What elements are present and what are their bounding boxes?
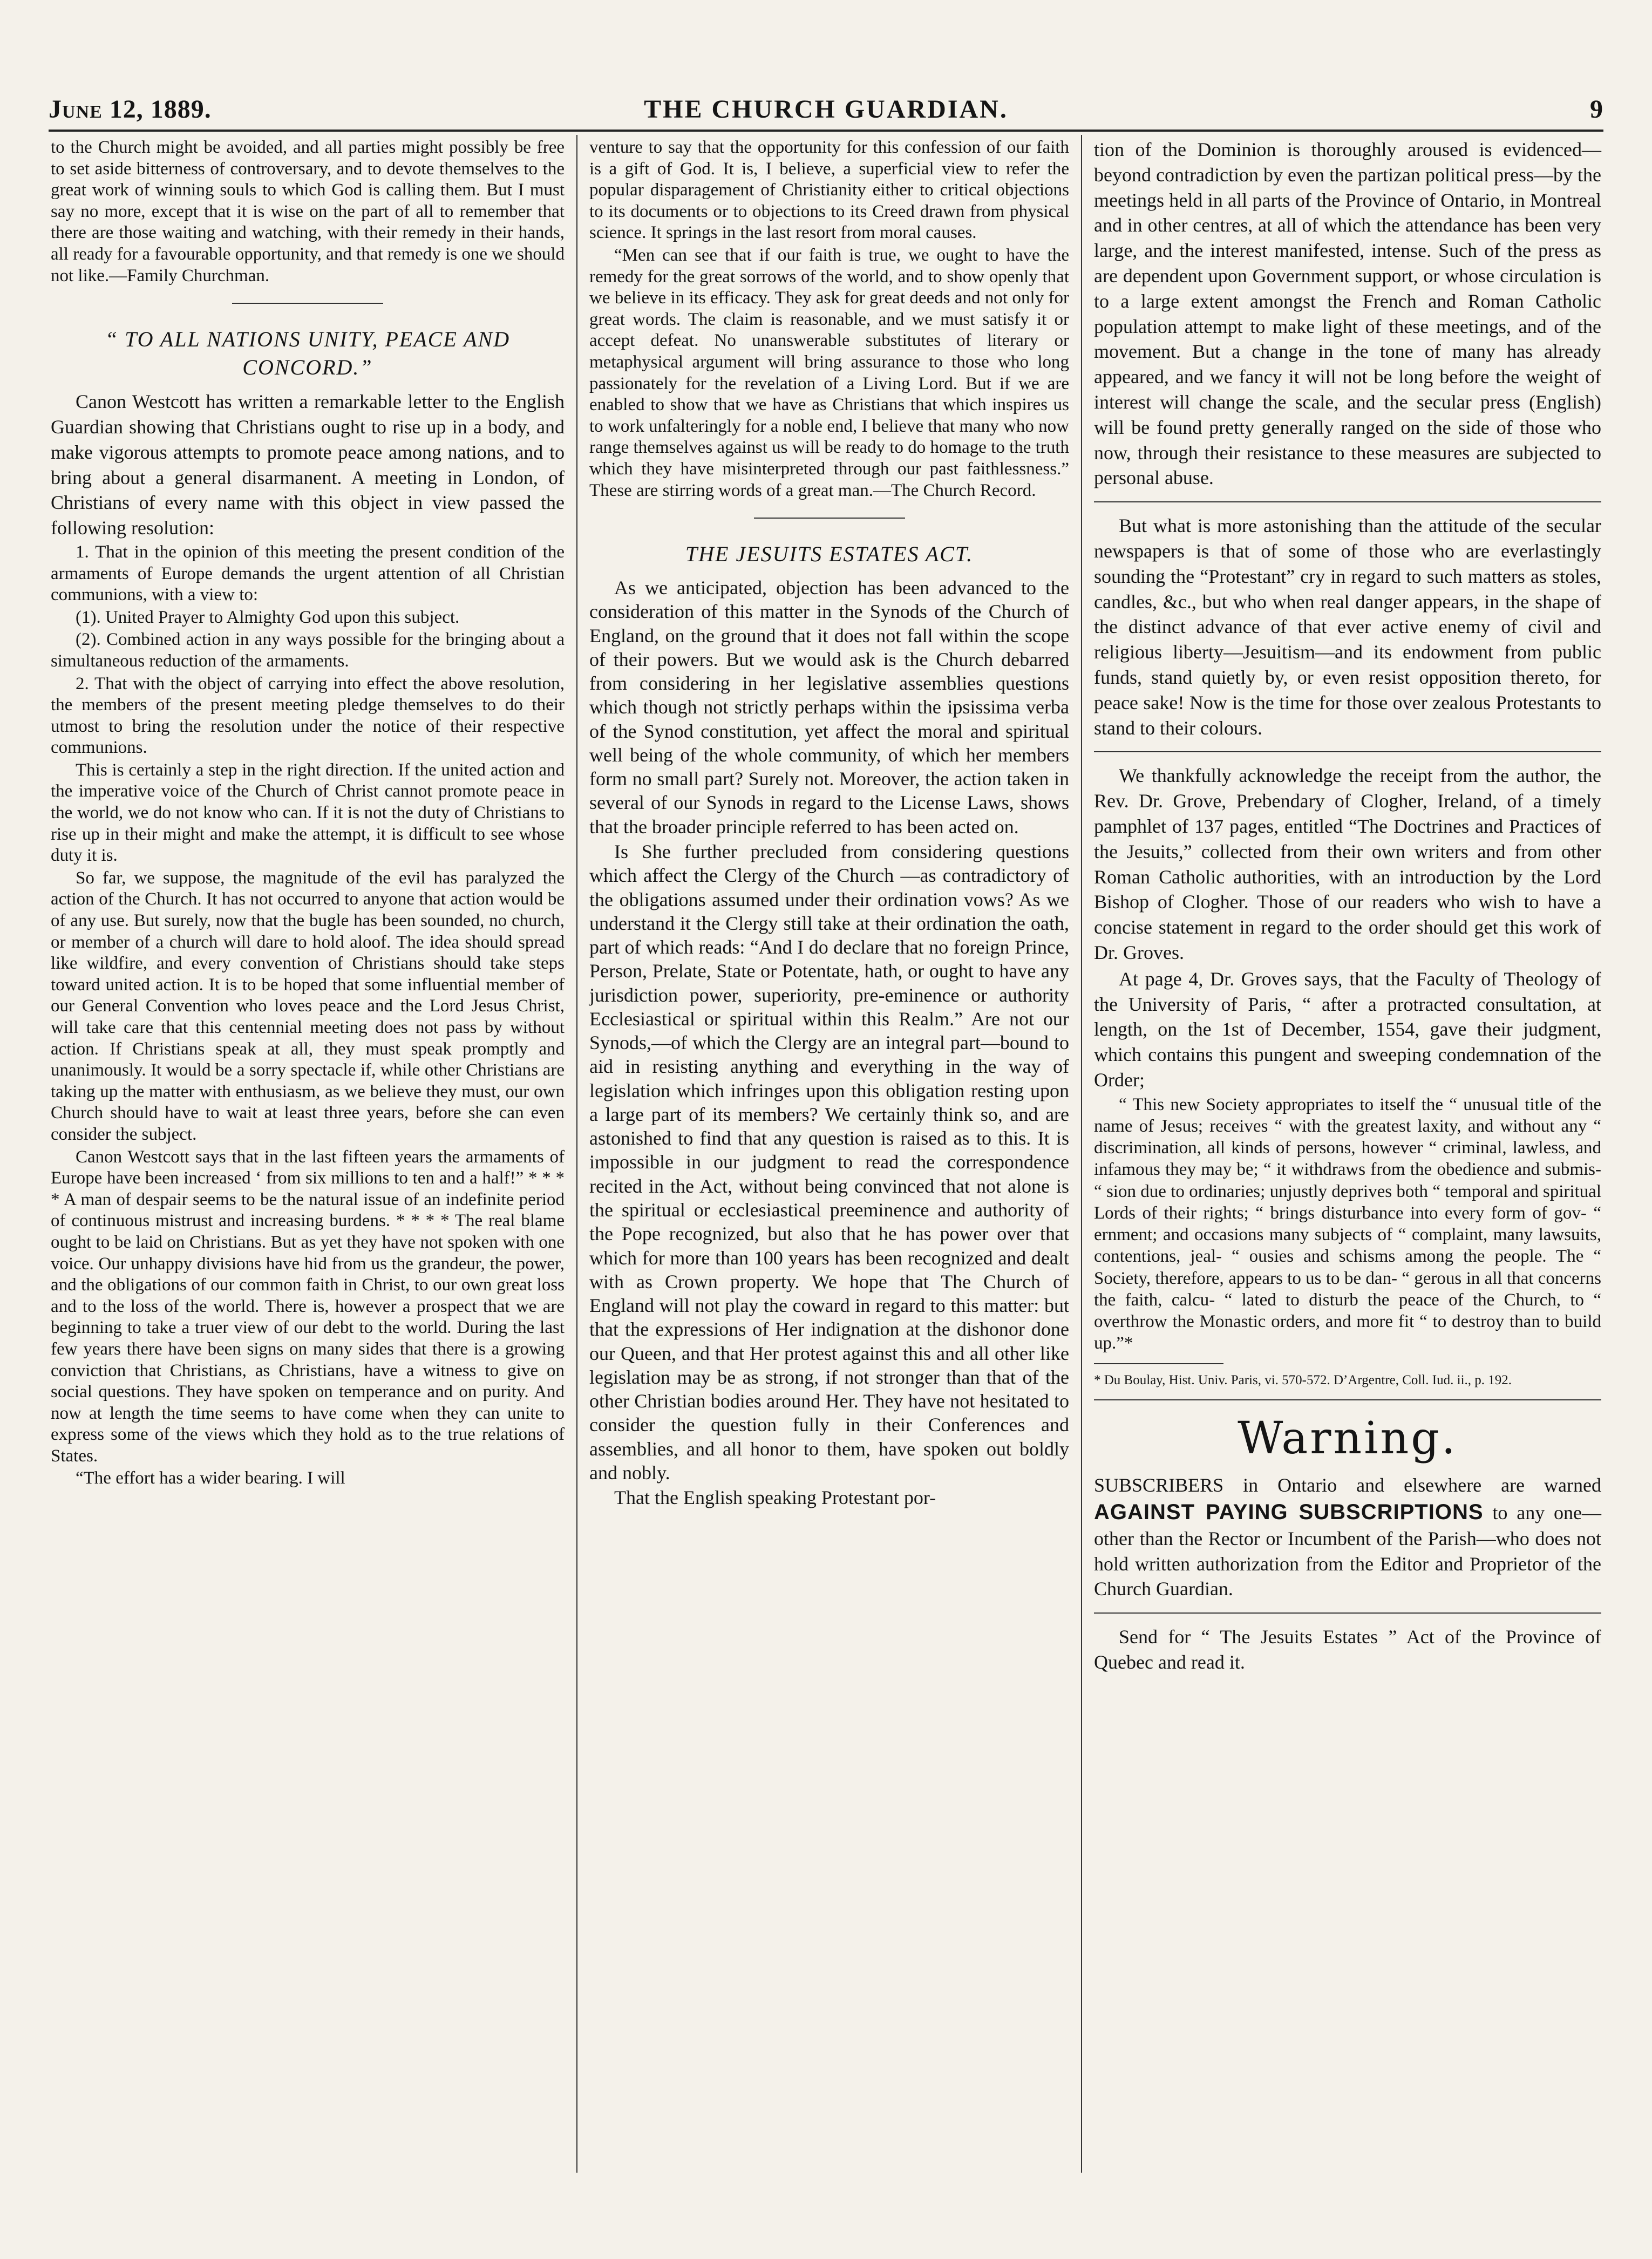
divider	[1094, 1399, 1601, 1400]
warning-text: SUBSCRIBERS in Ontario and elsewhere are warned	[1094, 1474, 1601, 1496]
paragraph: That the English speaking Protestant por-	[614, 1487, 936, 1509]
warning-emphasis: AGAINST PAYING SUBSCRIPTIONS	[1094, 1500, 1484, 1524]
footnote: * Du Boulay, Hist. Univ. Paris, vi. 570-572. D’Argentre, Coll. Iud. ii., p. 192.	[1094, 1372, 1512, 1387]
paragraph: “Men can see that if our faith is true, we ought to have the remedy for the great sorrows of the world, and to show openly that we believe in its efficacy. They ask for great deeds and not only for great words. The claim is reasonable, and we must satisfy it or accept defeat. No unanswerable substitutes of literary or metaphysical argument will bring assurance to those who long passionately for the revelation of a Living Lord. But if we are enabled to show that we have as Christians that which inspires us to work unfalteringly for a noble end, I believe that many who now range themselves against us will be ready to do homage to the truth which they have misinterpreted through our past faithlessness.” These are stirring words of a great man.—The Church Record.	[589, 245, 1069, 500]
newspaper-title: THE CHURCH GUARDIAN.	[644, 95, 1008, 124]
divider	[232, 303, 383, 304]
resolution-item: 2. That with the object of carrying into effect the above resolution, the members of the present meeting pledge themselves to do their utmost to bring the resolution under the notice of their respective communions.	[51, 673, 565, 758]
column-1	[49, 135, 577, 2173]
divider	[1094, 1363, 1223, 1364]
columns	[49, 135, 1603, 2173]
issue-date: June 12, 1889.	[49, 95, 212, 124]
resolution-item: (2). Combined action in any ways possible for the bringing about a simultaneous reduction of the armaments.	[51, 630, 565, 671]
resolution-item: (1). United Prayer to Almighty God upon this subject.	[76, 607, 460, 627]
article-continuation: to the Church might be avoided, and all parties might possibly be free to set aside bitterness of controversary, and to devote themselves to the great work of winning souls to which God is calling them. But I must say no more, except that it is wise on the part of all to remember that there are those waiting and watching, with their remedy in their hands, all ready for a favourable opportunity, and that remedy is one we should not like.—Family Churchman.	[51, 138, 565, 285]
warning-heading: Warning.	[1238, 1412, 1458, 1464]
paragraph: We thankfully acknowledge the receipt from the author, the Rev. Dr. Grove, Prebendary of Clogher, Ireland, of a timely pamphlet of 137 pages, entitled “The Doctrines and Practices of the Jesuits,” collected from their own writers and from other Roman Catholic authorities, with an introduction by the Lord Bishop of Clogher. Those of our readers who wish to have a concise statement in regard to the order should get this work of Dr. Groves.	[1094, 765, 1601, 963]
paragraph: Canon Westcott has written a remarkable letter to the English Guardian showing that Christians ought to rise up in a body, and make vigorous attempts to promote peace among nations, and to bring about a general disarmanent. A meeting in London, of Christians of every name with this object in view passed the following resolution:	[51, 391, 565, 539]
article-heading-jesuits: THE JESUITS ESTATES ACT.	[685, 542, 974, 567]
masthead	[49, 81, 1603, 124]
divider	[754, 518, 905, 519]
divider	[1094, 501, 1601, 502]
send-notice: Send for “ The Jesuits Estates ” Act of the Province of Quebec and read it.	[1094, 1626, 1601, 1673]
quotation: “ This new Society appropriates to itself the “ unusual title of the name of Jesus; receives “ with the greatest laxity, and without any “ discrimination, all kinds of persons, however “ criminal, lawless, and infamous they may be; “ it withdraws from the obedience and submis- “ sion due to ordinaries; unjustly deprives both “ temporal and spiritual Lords of their rights; “ brings disturbance into every form of gov- “ ernment; and occasions many subjects of “ complaint, many lawsuits, contentions, jeal- “ ousies and schisms among the people. The “ Society, therefore, appears to us to be dan- “ gerous in all that concerns the faith, calcu- “ lated to disturb the peace of the Church, to “ overthrow the Monastic orders, and more fit “ to destroy than to build up.”*	[1094, 1094, 1601, 1353]
page-number: 9	[1590, 95, 1603, 124]
paragraph: At page 4, Dr. Groves says, that the Faculty of Theology of the University of Paris, “ after a protracted consultation, at length, on the 1st of December, 1554, gave their judgment, which contains this pungent and sweeping condemnation of the Order;	[1094, 968, 1601, 1091]
paragraph: Canon Westcott says that in the last fifteen years the armaments of Europe have been increased ‘ from six millions to ten and a half!” * * * * A man of despair seems to be the natural issue of an indefinite period of continuous mistrust and increasing burdens. * * * * The real blame ought to be laid on Christians. But as yet they have not spoken with one voice. Our unhappy divisions have hid from us the grandeur, the power, and the obligations of our common faith in Christ, to our own great loss and to the loss of the world. There is, however a prospect that we are beginning to take a truer view of our debt to the world. During the last few years there have been signs on many sides that there is a growing conviction that Christians, as Christians, have a witness to give on social questions. They have spoken on temperance and on purity. And now at length the time seems to have come when they can unite to express some of the views which they hold as to the true relations of States.	[51, 1147, 565, 1466]
warning-notice	[1094, 1473, 1601, 1602]
divider	[1094, 1612, 1601, 1614]
warning-text: to any one—other than the Rector or Incumbent of the Parish—who does not hold written authorization from the Editor and Proprietor of the Church Guardian.	[1094, 1501, 1601, 1600]
paragraph: This is certainly a step in the right direction. If the united action and the imperative voice of the Church of Christ cannot promote peace in the world, we do not know who can. If it is not the duty of Christians to rise up in their might and make the attempt, it is difficult to see whose duty it is.	[51, 760, 565, 866]
paragraph: So far, we suppose, the magnitude of the evil has paralyzed the action of the Church. It has not occurred to anyone that action would be of any use. But surely, now that the bugle has been sounded, no church, or member of a church will dare to hold aloof. The idea should spread like wildfire, and every convention of Christians should take steps toward united action. It is to be hoped that some influential member of our General Convention who loves peace and the Lord Jesus Christ, will take care that this centennial meeting does not pass by without action. If Christians speak at all, they must speak promptly and unanimously. It would be a sorry spectacle if, while other Christians are taking up the matter with enthusiasm, as we believe they must, our own Church should have to wait at least three years, before she can even consider the subject.	[51, 868, 565, 1144]
article-heading-nations: “ TO ALL NATIONS UNITY, PEACE AND CONCORD.”	[105, 327, 511, 380]
divider	[1094, 751, 1601, 752]
column-3	[1082, 135, 1603, 2173]
paragraph: Is She further precluded from considering questions which affect the Clergy of the Church —as contradictory of the obligations assumed under their ordination vows? As we understand it the Clergy still take at their ordination the oath, part of which reads: “And I do declare that no foreign Prince, Person, Prelate, State or Potentate, hath, or ought to have any jurisdiction power, superiority, pre-eminence or authority Ecclesiastical or spiritual within this Realm.” Are not our Synods,—of which the Clergy are an integral part—bound to aid in resisting anything and everything in the way of legislation which infringes upon this obligation resting upon a large part of its members? We certainly think so, and are astonished to find that any question is raised as to this. It is impossible in our judgment to read the correspondence recited in the Act, without being convinced that not alone is the spiritual or ecclesiastical preeminence and authority of the Pope recognized, but also that he has power over that which for more than 100 years has been recognized and dealt with as Crown property. We hope that The Church of England will not play the coward in regard to this matter: but that the expressions of Her indignation at the dishonor done our Queen, and that Her protest against this and all other like legislation may be as strong, if not stronger than that of the other Christian bodies around Her. They have not hesitated to consider the question fully in their Conferences and assemblies, and all honor to them, have spoken out boldly and nobly.	[589, 841, 1069, 1484]
paragraph: As we anticipated, objection has been advanced to the consideration of this matter in the Synods of the Church of England, on the ground that it does not fall within the scope of their powers. But we would ask is the Church debarred from considering in her legislative assemblies questions which though not strictly perhaps within the ipsissima verba of the Synod constitution, yet affect the moral and spiritual well being of the whole community, of which her members form no small part? Surely not. Moreover, the action taken in several of our Synods in regard to the License Laws, shows that the broader principle referred to has been acted on.	[589, 577, 1069, 838]
column-2	[577, 135, 1082, 2173]
article-continuation: venture to say that the opportunity for this confession of our faith is a gift of God. It is, I believe, a superficial view to refer the popular disparagement of Christianity either to critical objections to its documents or to objections to its Creed drawn from physical science. It springs in the last resort from moral causes.	[589, 138, 1069, 243]
resolution-item: 1. That in the opinion of this meeting the present condition of the armaments of Europe demands the urgent attention of all Christian communions, with a view to:	[51, 542, 565, 605]
article-continuation: tion of the Dominion is thoroughly aroused is evidenced—beyond contradiction by even the partizan political press—by the meetings held in all parts of the Province of Ontario, in Montreal and in other centres, at all of which the attendance has been very large, and the interest manifested, intense. Such of the press as are dependent upon Government support, or whose circulation is to a large extent amongst the French and Roman Catholic population attempt to make light of these meetings, and of the movement. But a change in the tone of many has already appeared, and we fancy it will not be long before the weight of interest will change the scale, and the secular press (English) will be found pretty generally ranged on the side of those who now, through their resistance to these measures are subjected to personal abuse.	[1094, 139, 1601, 489]
masthead-rule	[49, 130, 1603, 132]
paragraph: “The effort has a wider bearing. I will	[76, 1468, 345, 1488]
paragraph: But what is more astonishing than the attitude of the secular newspapers is that of some of those who are everlastingly sounding the “Protestant” cry in regard to such matters as stoles, candles, &c., but who when real danger appears, in the shape of the distinct advance of that ever active enemy of civil and religious liberty—Jesuitism—and its endowment from public funds, stand quietly by, or even resist opposition thereto, for peace sake! Now is the time for those over zealous Protestants to stand to their colours.	[1094, 515, 1601, 739]
